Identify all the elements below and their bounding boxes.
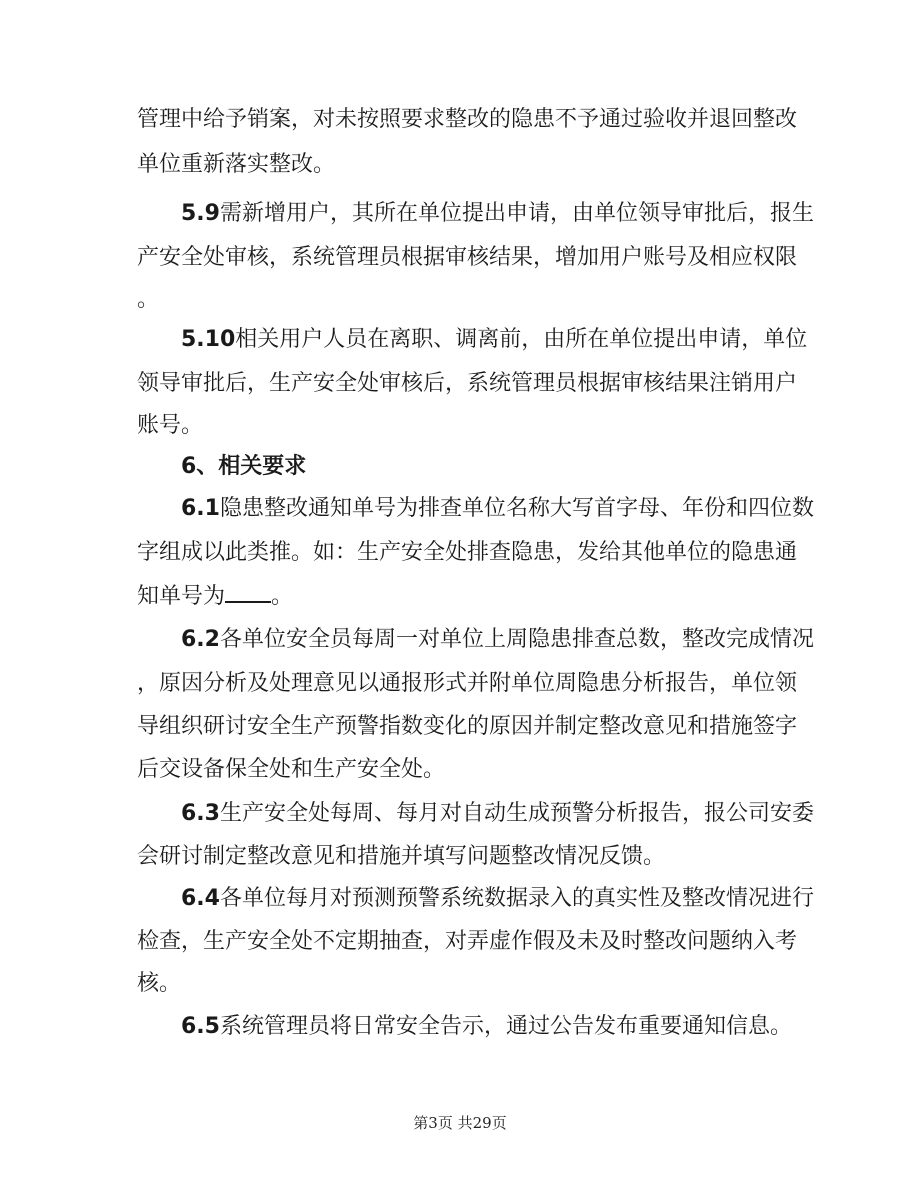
text-line: 单位重新落实整改。 — [137, 152, 336, 177]
text-line — [181, 884, 831, 914]
section-heading: 6、相关要求 — [181, 454, 307, 479]
section-number: 5.10 — [181, 327, 236, 352]
text-line: 管理中给予销案，对未按照要求整改的隐患不予通过验收并退回整改 — [137, 107, 798, 132]
text-line — [181, 199, 831, 229]
section-number: 6.3 — [181, 801, 220, 826]
text-line — [181, 325, 831, 355]
text-span: 系统管理员将日常安全告示，通过公告发布重要通知信息。 — [219, 1014, 792, 1039]
text-line: 字组成以此类推。如：生产安全处排查隐患，发给其他单位的隐患通 — [137, 540, 798, 565]
text-line — [181, 625, 831, 655]
text-line: 后交设备保全处和生产安全处。 — [137, 757, 446, 782]
text-line: 会研讨制定整改意见和措施并填写问题整改情况反馈。 — [137, 844, 666, 869]
section-number: 6.4 — [181, 886, 220, 911]
text-line: 账号。 — [137, 413, 204, 438]
text-line — [181, 799, 831, 829]
text-line: 。 — [137, 287, 160, 312]
text-span: 知单号为 — [137, 584, 226, 609]
text-line — [181, 1012, 831, 1042]
text-line: 核。 — [137, 971, 182, 996]
section-number: 6.2 — [181, 627, 220, 652]
text-line — [181, 494, 831, 524]
text-span: 相关用户人员在离职、调离前，由所在单位提出申请，单位 — [235, 327, 808, 352]
text-span: 生产安全处每周、每月对自动生成预警分析报告，报公司安委 — [219, 801, 814, 826]
text-line: 检查，生产安全处不定期抽查，对弄虚作假及未及时整改问题纳入考 — [137, 929, 798, 954]
section-number: 5.9 — [181, 201, 220, 226]
text-line: 产安全处审核，系统管理员根据审核结果，增加用户账号及相应权限 — [137, 245, 798, 270]
section-number: 6.5 — [181, 1014, 220, 1039]
text-line: 领导审批后，生产安全处审核后，系统管理员根据审核结果注销用户 — [137, 371, 798, 396]
fill-in-blank — [225, 581, 271, 603]
text-span: 各单位每月对预测预警系统数据录入的真实性及整改情况进行 — [219, 886, 814, 911]
text-line — [137, 581, 787, 612]
text-line: 导组织研讨安全生产预警指数变化的原因并制定整改意见和措施签字 — [137, 714, 798, 739]
text-span: 隐患整改通知单号为排查单位名称大写首字母、年份和四位数 — [219, 496, 814, 521]
text-span: 。 — [271, 584, 294, 609]
page-footer: 第3页 共29页 — [413, 1114, 507, 1132]
text-span: 各单位安全员每周一对单位上周隐患排查总数，整改完成情况 — [219, 627, 814, 652]
section-number: 6.1 — [181, 496, 220, 521]
text-span: 需新增用户，其所在单位提出申请，由单位领导审批后，报生 — [219, 201, 814, 226]
text-line: ，原因分析及处理意见以通报形式并附单位周隐患分析报告，单位领 — [137, 671, 798, 696]
